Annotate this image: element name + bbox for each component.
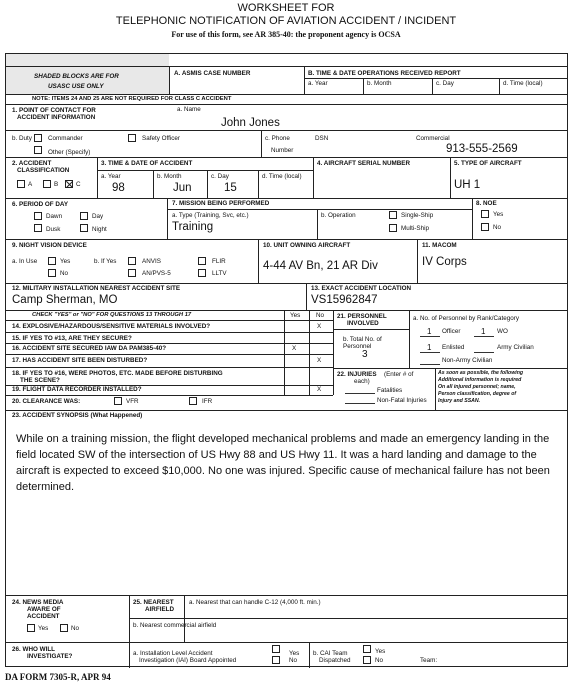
iai-no-label: No [289,657,298,664]
duty-other-label: Other (Specify) [48,149,91,156]
mission-type-label: a. Type (Training, Svc, etc.) [172,212,249,219]
injury-note-2: Additional information is required [438,377,522,383]
received-year-label: a. Year [308,80,328,87]
class-a-label: A [28,181,33,188]
received-report-label: B. TIME & DATE OPERATIONS RECEIVED REPORT [308,70,461,77]
class-b-checkbox[interactable] [43,180,51,188]
question-14: 14. EXPLOSIVE/HAZARDOUS/SENSITIVE MATERIALS INVOLVED? [12,323,211,330]
period-day-label: Day [92,213,104,220]
period-dusk-checkbox[interactable] [34,224,42,232]
cai-yes-checkbox[interactable] [363,645,371,653]
period-of-day-label: 6. PERIOD OF DAY [12,201,69,208]
q14-no-mark[interactable]: X [317,323,322,330]
shaded-note-line2: USASC USE ONLY [48,83,104,90]
received-month-label: b. Month [367,80,392,87]
period-night-checkbox[interactable] [80,224,88,232]
class-c-label: C [76,181,81,188]
nearest-c12-label: a. Nearest that can handle C-12 (4,000 ft. min.) [189,599,321,606]
nvd-yes-label: Yes [60,258,71,265]
lltv-label: LLTV [212,270,227,277]
noe-label: 8. NOE [476,200,497,207]
unit-owning-value: 4-44 AV Bn, 21 AR Div [263,260,378,272]
multi-ship-checkbox[interactable] [389,224,397,232]
nvd-in-use-label: a. In Use [12,258,38,265]
multi-ship-label: Multi-Ship [401,225,429,232]
iai-no-checkbox[interactable] [272,656,280,664]
q16-yes-mark[interactable]: X [292,345,297,352]
shaded-note-line1: SHADED BLOCKS ARE FOR [34,73,119,80]
vfr-label: VFR [126,398,139,405]
period-dusk-label: Dusk [46,226,61,233]
aircraft-type-value: UH 1 [454,179,481,191]
an-pvs-5-label: AN/PVS-5 [142,270,171,277]
class-b-label: B [54,181,59,188]
iai-board-label-2: Investigation (IAI) Board Appointed [139,657,237,664]
class-c-checkbox-checked[interactable] [65,180,73,188]
poc-name-label: a. Name [177,106,201,113]
lltv-checkbox[interactable] [198,269,206,277]
accident-year-label: a. Year [101,173,121,180]
exact-location-label: 13. EXACT ACCIDENT LOCATION [311,285,412,292]
q17-no-mark[interactable]: X [317,357,322,364]
phone-dsn-label: DSN [315,135,329,142]
injury-note-1: As soon as possible, the following [438,370,524,376]
personnel-by-rank-label: a. No. of Personnel by Rank/Category [413,315,520,322]
nvd-if-yes-label: b. If Yes [94,258,117,265]
cai-team-label: b. CAI Team [313,650,348,657]
team-label: Team: [420,657,438,664]
ifr-label: IFR [202,398,213,405]
noe-yes-label: Yes [493,211,504,218]
wo-count: 1 [481,327,486,336]
received-day-label: c. Day [436,80,454,87]
period-day-checkbox[interactable] [80,212,88,220]
accident-year-value: 98 [112,182,125,194]
q19-no-mark[interactable]: X [317,386,322,393]
who-investigate-label-2: INVESTIGATE? [27,653,73,660]
news-media-label-3: ACCIDENT [27,613,60,620]
anvis-checkbox[interactable] [128,257,136,265]
mission-label: 7. MISSION BEING PERFORMED [172,200,270,207]
poc-label: 1. POINT OF CONTACT FOR [12,107,96,114]
news-media-label: 24. NEWS MEDIA [12,599,64,606]
news-yes-label: Yes [38,625,49,632]
nearest-airfield-label: 25. NEAREST [133,599,174,606]
total-personnel-label: b. Total No. of [343,336,382,343]
accident-month-label: b. Month [157,173,182,180]
wo-label: WO [497,328,508,335]
form-title-line2: TELEPHONIC NOTIFICATION OF AVIATION ACCIDENT / INCIDENT [115,15,457,27]
nearest-installation-value: Camp Sherman, MO [12,294,118,306]
no-column-label: No [316,312,325,319]
enlisted-label: Enlisted [442,344,465,351]
question-19: 19. FLIGHT DATA RECORDER INSTALLED? [12,386,142,393]
injury-note-5: Injury and SSAN. [438,398,481,404]
injuries-hint: (Enter # of [384,371,414,378]
yes-no-header: CHECK "YES" or "NO" FOR QUESTIONS 13 THROUGH 17 [32,312,192,318]
exact-location-value: VS15962847 [311,294,378,306]
poc-name-value: John Jones [221,117,280,129]
note-items-24-25: NOTE: ITEMS 24 AND 25 ARE NOT REQUIRED FOR CLASS C ACCIDENT [32,96,232,102]
nvd-yes-checkbox[interactable] [48,257,56,265]
yes-column-label: Yes [290,312,301,319]
form-number-footer: DA FORM 7305-R, APR 94 [5,672,111,682]
phone-label: c. Phone [265,135,290,142]
night-vision-label: 9. NIGHT VISION DEVICE [12,242,87,249]
class-a-checkbox[interactable] [17,180,25,188]
macom-label: 11. MACOM [422,242,457,249]
cai-dispatched-label: Dispatched [319,657,351,664]
mission-type-value: Training [172,221,214,233]
flir-checkbox[interactable] [198,257,206,265]
form-subtitle: For use of this form, see AR 385-40: the proponent agency is OCSA [171,30,401,39]
aircraft-serial-label: 4. AIRCRAFT SERIAL NUMBER [317,160,411,167]
synopsis-text: While on a training mission, the flight developed mechanical problems and made an emergency landing in the field located SW of the intersection of US Hwy 88 and US Hwy 11. It was a hard landing and damage to the aircraft is expected to exceed $10,000. No one was injured. Specific cause of mechanical failure has not been determined. [16,433,550,493]
news-media-label-2: AWARE OF [27,606,61,613]
nearest-airfield-label-2: AIRFIELD [145,606,175,613]
operation-label: b. Operation [321,212,356,219]
question-16: 16. ACCIDENT SITE SECURED IAW DA PAM385-40? [12,345,167,352]
duty-safety-officer-checkbox[interactable] [128,134,136,142]
news-yes-checkbox[interactable] [27,624,35,632]
aircraft-type-label: 5. TYPE OF AIRCRAFT [454,160,522,167]
question-18-line2: THE SCENE? [20,377,60,384]
accident-datetime-label: 3. TIME & DATE OF ACCIDENT [101,160,193,167]
cai-no-checkbox[interactable] [363,656,371,664]
non-army-civilian-label: Non-Army Civilian [442,357,493,364]
nvd-no-checkbox[interactable] [48,269,56,277]
accident-day-value: 15 [224,182,237,194]
unit-owning-label: 10. UNIT OWNING AIRCRAFT [263,242,351,249]
accident-time-label: d. Time (local) [262,173,302,180]
single-ship-checkbox[interactable] [389,211,397,219]
enlisted-count: 1 [427,343,432,352]
an-pvs-5-checkbox[interactable] [128,269,136,277]
question-17: 17. HAS ACCIDENT SITE BEEN DISTURBED? [12,357,148,364]
phone-commercial-label: Commercial [416,135,450,142]
officer-label: Officer [442,328,461,335]
personnel-involved-label-2: INVOLVED [347,320,379,327]
total-personnel-value: 3 [362,349,368,360]
period-dawn-label: Dawn [46,213,63,220]
noe-no-label: No [493,224,502,231]
injuries-label: 22. INJURIES [337,371,377,378]
injury-note-3: On all injured personnel; name, [438,384,516,390]
iai-yes-label: Yes [289,650,300,657]
total-personnel-label-2: Personnel [343,343,372,350]
worksheet-form [5,53,568,667]
nearest-installation-label: 12. MILITARY INSTALLATION NEAREST ACCIDENT SITE [12,285,181,292]
duty-safety-officer-label: Safety Officer [142,135,181,142]
iai-board-label: a. Installation Level Accident [133,650,213,657]
iai-yes-checkbox[interactable] [272,645,280,653]
injuries-hint-2: each) [354,378,370,385]
officer-count: 1 [427,327,432,336]
noe-no-checkbox[interactable] [481,223,489,231]
duty-label: b. Duty [12,135,32,142]
nearest-commercial-label: b. Nearest commercial airfield [133,622,217,629]
accident-day-label: c. Day [211,173,229,180]
poc-label-2: ACCIDENT INFORMATION [17,114,96,121]
classification-label: 2. ACCIDENT [12,160,52,167]
phone-number-label: Number [271,147,294,154]
classification-label-2: CLASSIFICATION [17,167,70,174]
noe-yes-checkbox[interactable] [481,210,489,218]
fatalities-label: Fatalities [377,387,403,394]
received-time-label: d. Time (local) [503,80,543,87]
anvis-label: ANVIS [142,258,161,265]
clearance-label: 20. CLEARANCE WAS: [12,398,81,405]
news-no-checkbox[interactable] [60,624,68,632]
duty-commander-checkbox[interactable] [34,134,42,142]
personnel-involved-label: 21. PERSONNEL [337,313,387,320]
news-no-label: No [71,625,80,632]
asmis-case-number-label: A. ASMIS CASE NUMBER [174,70,251,77]
injury-note-4: Person classification, degree of [438,391,517,397]
period-dawn-checkbox[interactable] [34,212,42,220]
duty-other-checkbox[interactable] [34,146,42,154]
non-fatal-label: Non-Fatal Injuries [377,397,427,404]
question-18-line1: 18. IF YES TO #16, WERE PHOTOS, ETC. MADE BEFORE DISTURBING [12,370,223,377]
cai-no-label: No [375,657,384,664]
army-civilian-label: Army Civilian [497,344,534,351]
period-night-label: Night [92,226,107,233]
synopsis-label: 23. ACCIDENT SYNOPSIS (What Happened) [12,412,143,419]
nvd-no-label: No [60,270,69,277]
form-title-line1: WORKSHEET FOR [237,2,335,14]
cai-yes-label: Yes [375,648,386,655]
single-ship-label: Single-Ship [401,212,434,219]
flir-label: FLIR [212,258,226,265]
ifr-checkbox[interactable] [189,397,197,405]
duty-commander-label: Commander [48,135,83,142]
vfr-checkbox[interactable] [114,397,122,405]
who-investigate-label: 26. WHO WILL [12,646,56,653]
macom-value: IV Corps [422,256,467,268]
accident-month-value: Jun [173,182,192,194]
question-15: 15. IF YES TO #13, ARE THEY SECURE? [12,335,132,342]
phone-value: 913-555-2569 [446,143,518,155]
